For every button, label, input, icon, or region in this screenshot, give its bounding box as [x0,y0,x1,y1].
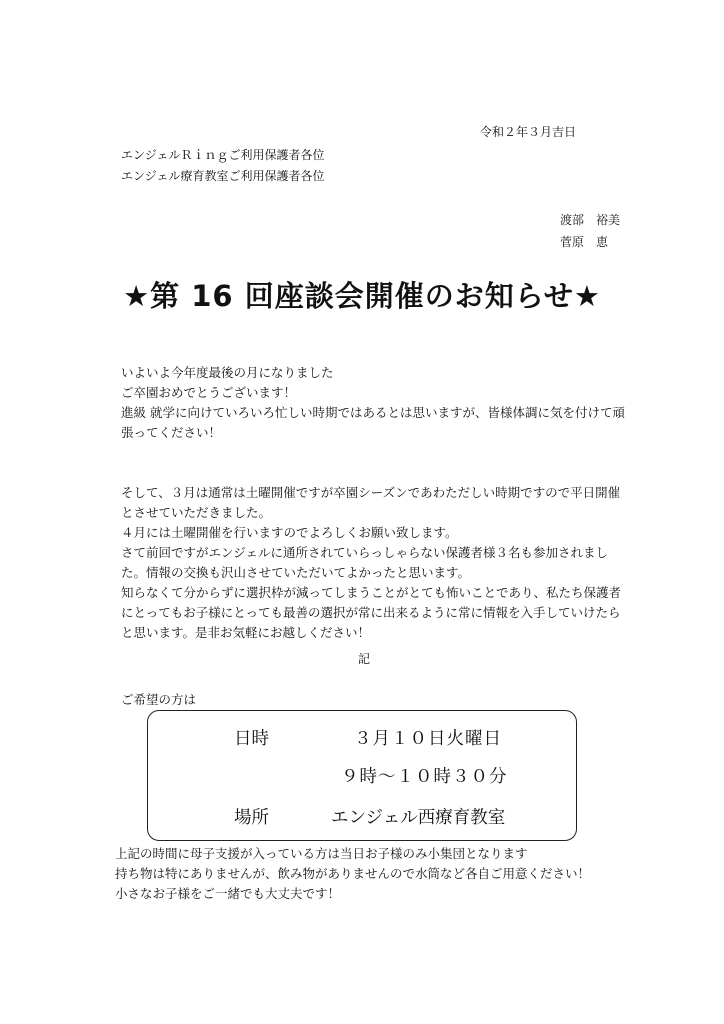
note-line: 持ち物は特にありませんが、飲み物がありませんので水筒など各自ご用意ください！ [115,866,591,881]
page-title: ★第 16 回座談会開催のお知らせ★ [123,279,601,313]
place-value: エンジェル西療育教室 [331,808,506,828]
date-label: 日時 [234,729,269,749]
body-line: にとってもお子様にとっても最善の選択が常に出来るように常に情報を入手していけたら [121,605,621,620]
body-line: 張ってください！ [121,425,222,440]
letter-date: 令和２年３月吉日 [480,125,577,139]
sender-name: 菅原 恵 [560,235,609,249]
recipient-line: エンジェル療育教室ご利用保護者各位 [121,169,325,183]
body-line: さて前回ですがエンジェルに通所されていらっしゃらない保護者様３名も参加されまし [121,545,608,560]
body-line: と思います。是非お気軽にお越しください！ [121,625,371,640]
note-line: 小さなお子様をご一緒でも大丈夫です！ [115,886,341,901]
body-line: ４月には土曜開催を行いますのでよろしくお願い致します。 [121,525,458,540]
recipient-line: エンジェルＲｉｎｇご利用保護者各位 [121,148,325,162]
body-line: そして、３月は通常は土曜開催ですが卒園シーズンであわただしい時期ですので平日開催 [121,485,621,500]
body-line: いよいよ今年度最後の月になりました [121,365,334,380]
body-line: ご卒園おめでとうございます！ [121,385,297,400]
details-intro: ご希望の方は [121,692,197,707]
body-line: とさせていただきました。 [121,505,272,520]
body-line: 知らなくて分からずに選択枠が減ってしまうことがとても怖いことであり、私たち保護者 [121,585,622,600]
event-details-box [147,710,577,841]
time-value: ９時～１０時３０分 [341,767,508,787]
body-line: 進級 就学に向けていろいろ忙しい時期ではあるとは思いますが、皆様体調に気を付けて頑 [121,405,625,420]
paragraph-gap [121,443,641,483]
sender-name: 渡部 裕美 [560,213,621,227]
note-line: 上記の時間に母子支援が入っている方は当日お子様のみ小集団となります [115,846,528,861]
place-label: 場所 [234,808,269,828]
ki-marker: 記 [358,652,371,666]
body-line: た。情報の交換も沢山させていただいてよかったと思います。 [121,565,471,580]
letter-body [121,363,641,643]
notes [115,844,635,904]
date-value: ３月１０日火曜日 [354,729,502,749]
